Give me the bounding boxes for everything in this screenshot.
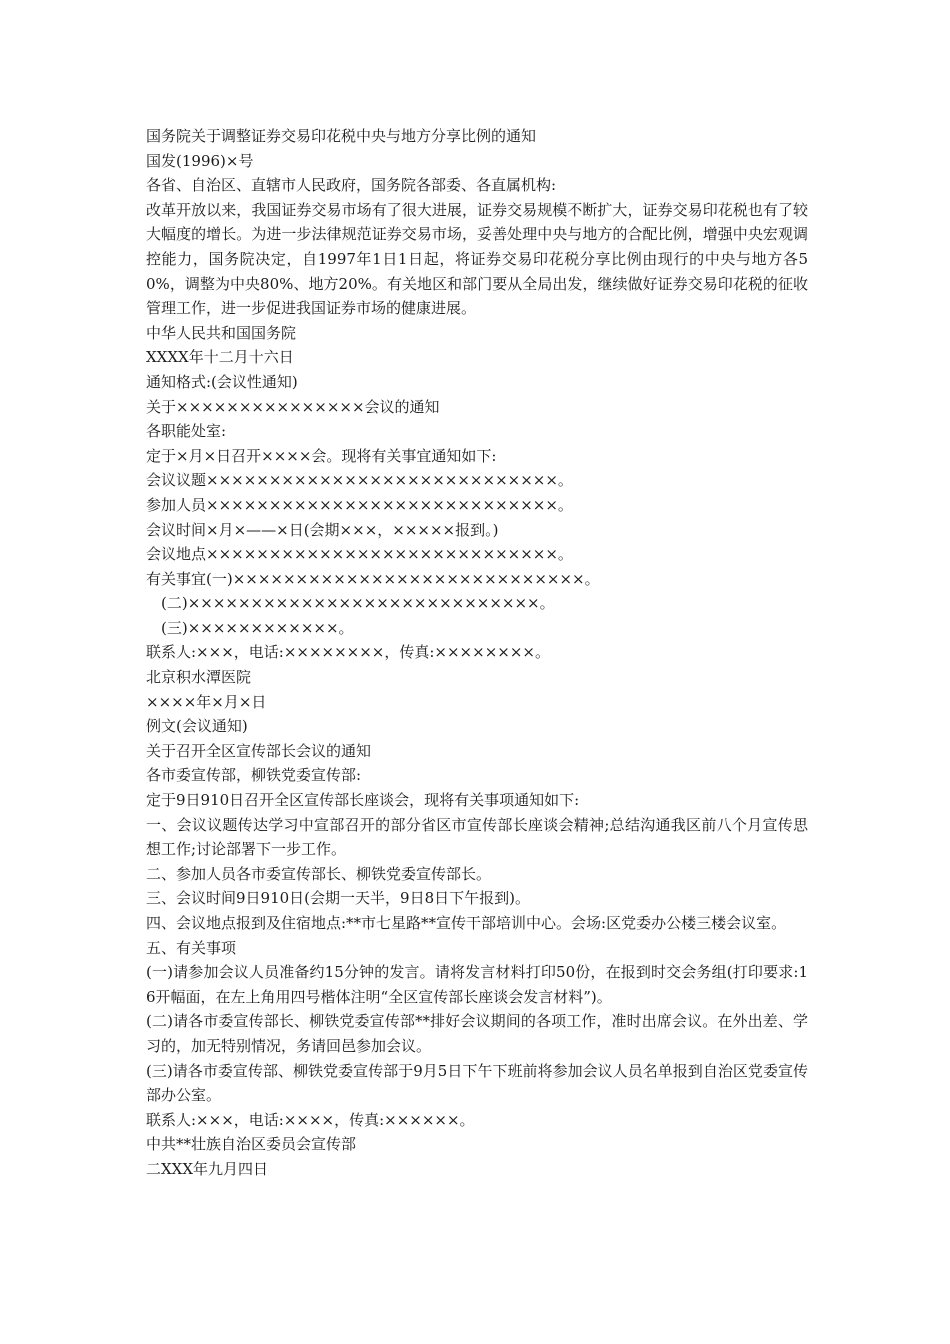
example-date: 二XXX年九月四日: [146, 1159, 269, 1178]
template-matters-3: (三)××××××××××××。: [161, 618, 354, 637]
example-item-1: 一、会议议题传达学习中宣部召开的部分省区市宣传部长座谈会精神;总结沟通我区前八个月宣传思想工作;讨论部署下一步工作。: [146, 815, 808, 859]
issuer: 中华人民共和国国务院: [146, 323, 297, 342]
example-intro: 定于9日910日召开全区宣传部长座谈会，现将有关事项通知如下:: [146, 791, 580, 810]
template-time: 会议时间×月×——×日(会期×××，×××××报到。): [146, 520, 499, 539]
issue-date: XXXX年十二月十六日: [146, 348, 294, 367]
template-date: ××××年×月×日: [146, 692, 267, 711]
example-item-3: 三、会议时间9日910日(会期一天半，9日8日下午报到)。: [146, 889, 530, 908]
example-issuer: 中共**壮族自治区委员会宣传部: [146, 1135, 357, 1154]
example-item-5: 五、有关事项: [146, 938, 237, 957]
template-contact: 联系人:×××，电话:××××××××，传真:××××××××。: [146, 643, 550, 662]
example-addressee: 各市委宣传部，柳铁党委宣传部:: [146, 766, 362, 785]
template-attendees: 参加人员××××××××××××××××××××××××××××。: [146, 495, 573, 514]
addressee: 各省、自治区、直辖市人民政府，国务院各部委、各直属机构:: [146, 176, 557, 195]
example-item-4: 四、会议地点报到及住宿地点:**市七星路**宣传干部培训中心。会场:区党委办公楼三楼会议室。: [146, 914, 787, 932]
template-issuer: 北京积水潭医院: [146, 668, 252, 687]
example-item-2: 二、参加人员各市委宣传部长、柳铁党委宣传部长。: [146, 864, 492, 883]
section-heading: 通知格式:(会议性通知): [146, 372, 298, 391]
document-body: [146, 124, 808, 1182]
example-sub-item-3: (三)请各市委宣传部、柳铁党委宣传部于9月5日下午下班前将参加会议人员名单报到自治区党委宣传部办公室。: [146, 1061, 808, 1105]
document-number: 国发(1996)×号: [146, 151, 254, 170]
example-sub-item-1: (一)请参加会议人员准备约15分钟的发言。请将发言材料打印50份，在报到时交会务组(打印要求:16开幅面，在左上角用四号楷体注明“全区宣传部长座谈会发言材料”)。: [146, 963, 808, 1006]
notice-title: 国务院关于调整证券交易印花税中央与地方分享比例的通知: [146, 127, 537, 145]
example-title: 关于召开全区宣传部长会议的通知: [146, 741, 372, 760]
template-matters-2: (二)××××××××××××××××××××××××××××。: [161, 594, 555, 613]
template-topic: 会议议题××××××××××××××××××××××××××××。: [146, 471, 573, 490]
template-matters-1: 有关事宜(一)××××××××××××××××××××××××××××。: [146, 569, 600, 588]
template-location: 会议地点××××××××××××××××××××××××××××。: [146, 545, 573, 564]
template-intro: 定于×月×日召开××××会。现将有关事宜通知如下:: [146, 446, 497, 465]
body-paragraph: 改革开放以来，我国证券交易市场有了很大进展，证券交易规模不断扩大，证券交易印花税也有了较大幅度的增长。为进一步法律规范证券交易市场，妥善处理中央与地方的合配比例，增强中央宏观调控能力，国务院决定，自1997年1日1日起，将证券交易印花税分享比例由现行的中央与地方各50%，调整为中央80%、地方20%。有关地区和部门要从全局出发，继续做好证券交易印花税的征收管理工作，进一步促进我国证券市场的健康进展。: [146, 200, 808, 318]
template-addressee: 各职能处室:: [146, 422, 227, 441]
example-contact: 联系人:×××，电话:××××，传真:××××××。: [146, 1110, 475, 1129]
template-title: 关于×××××××××××××××会议的通知: [146, 397, 440, 416]
example-sub-item-2: (二)请各市委宣传部长、柳铁党委宣传部**排好会议期间的各项工作，准时出席会议。在外出差、学习的，加无特别情况，务请回邑参加会议。: [146, 1012, 808, 1055]
example-heading: 例文(会议通知): [146, 717, 248, 736]
